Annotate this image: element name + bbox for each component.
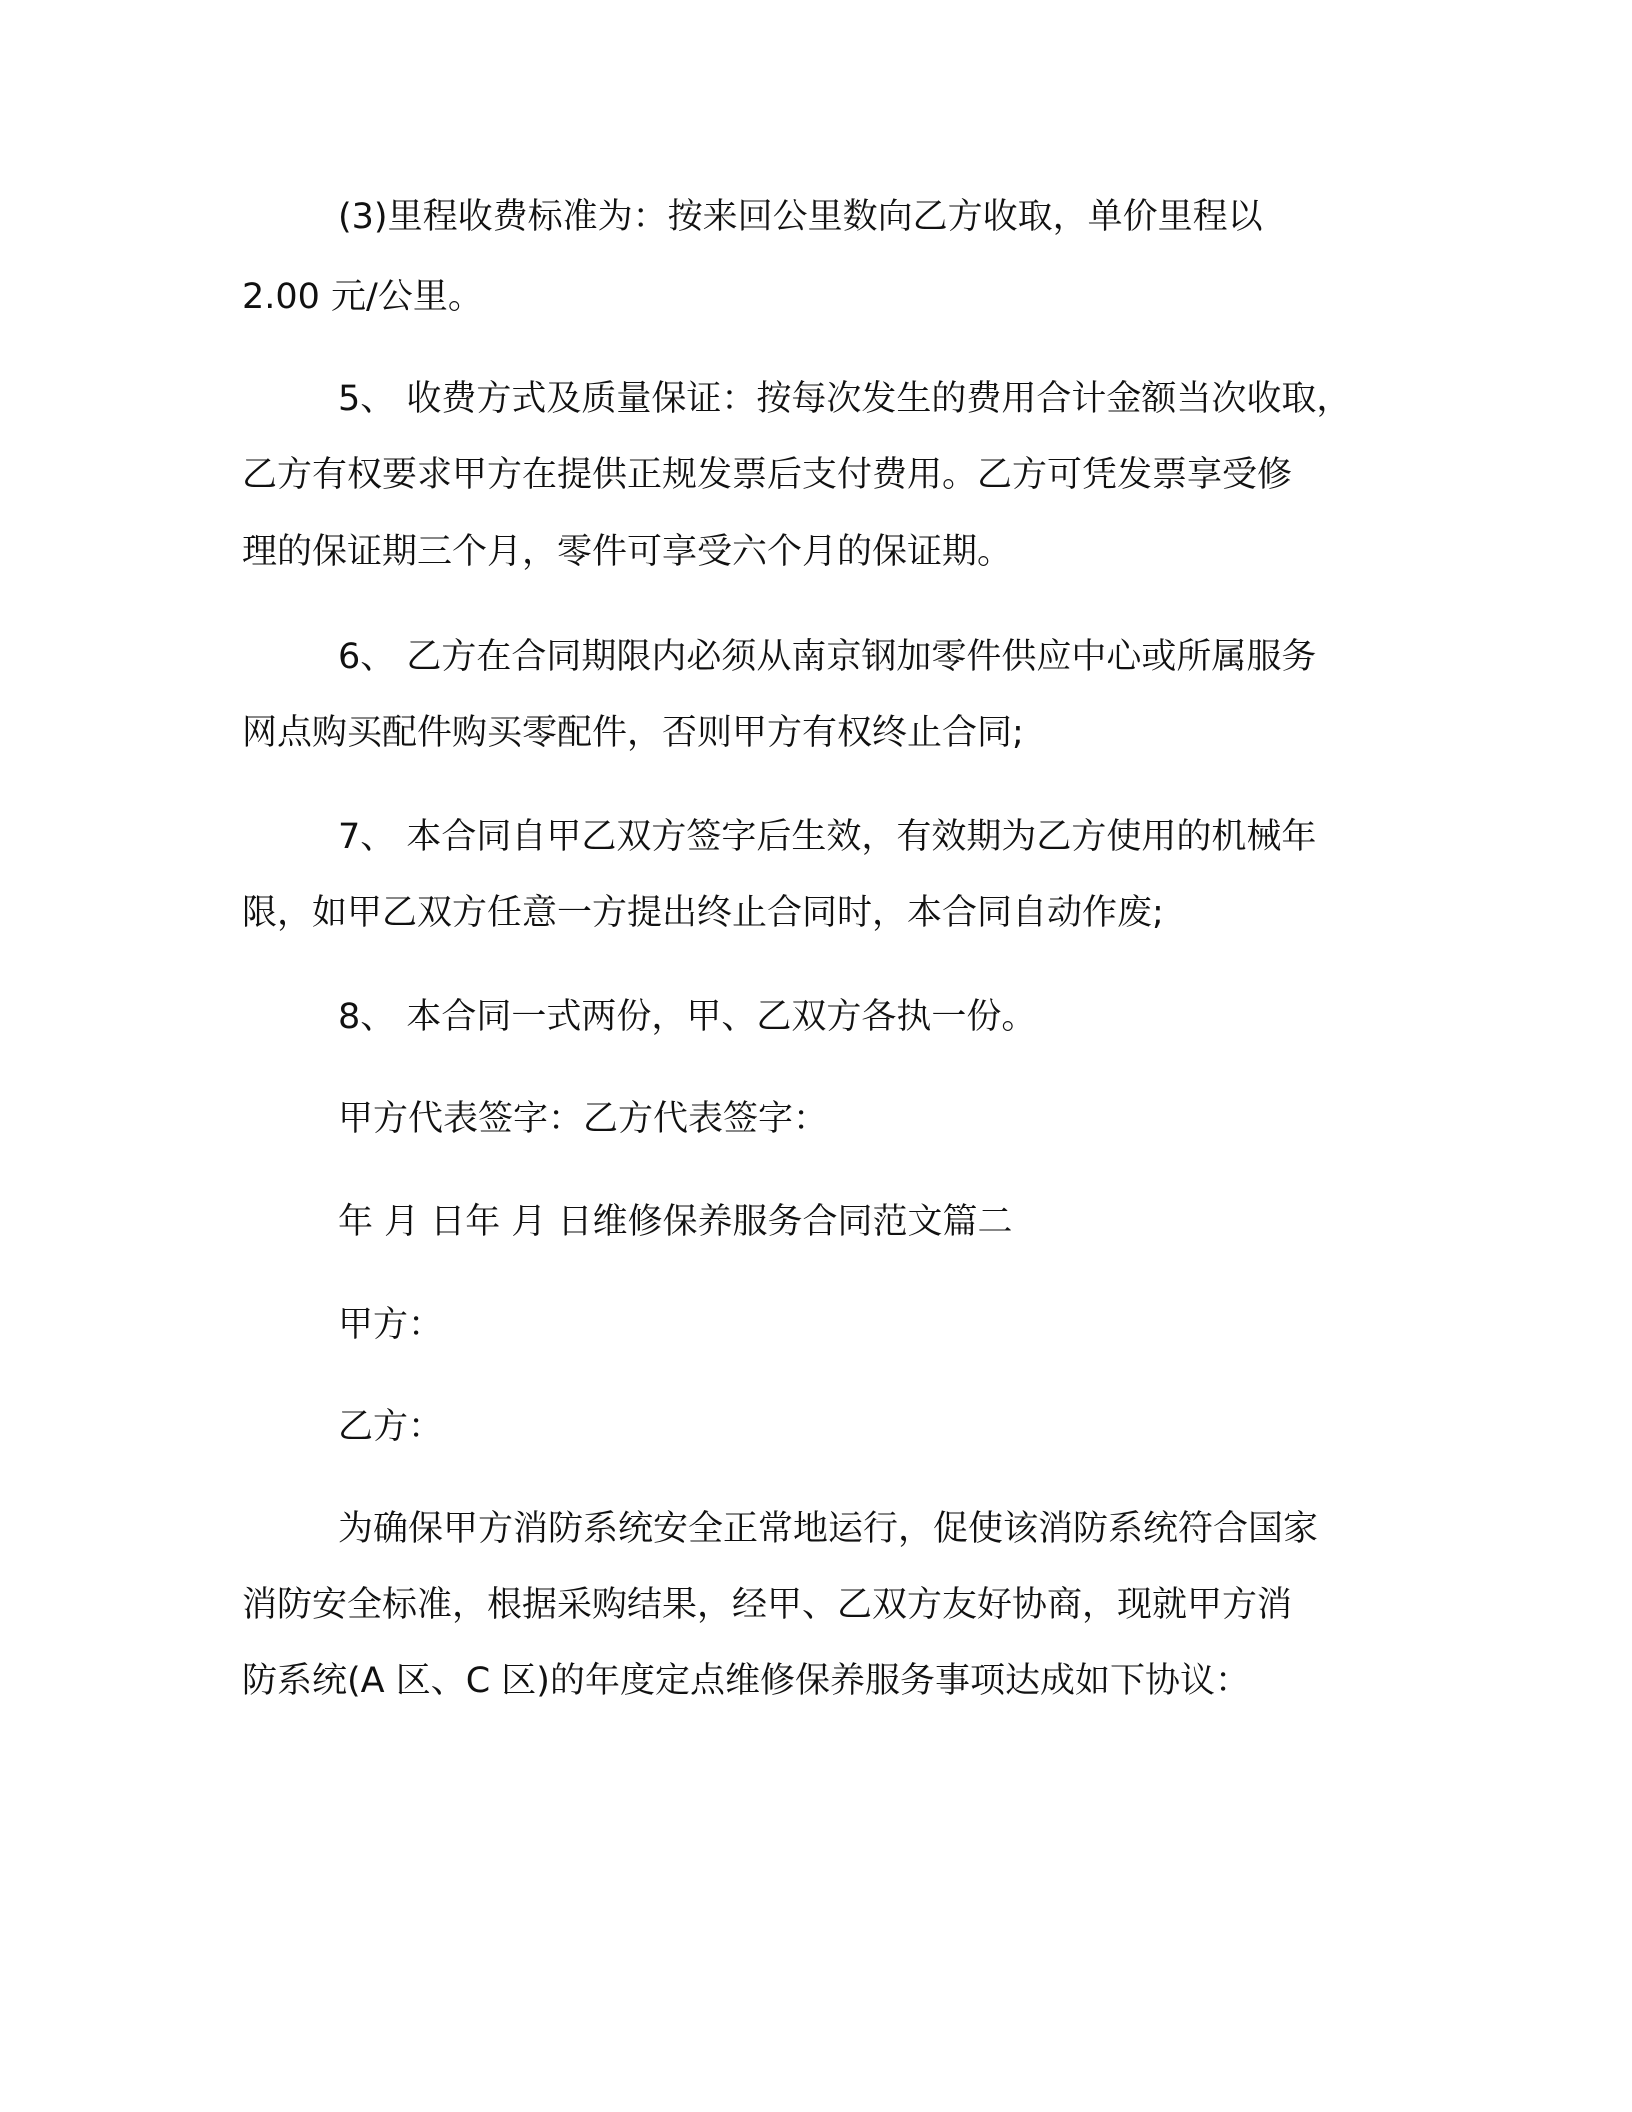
text-line: (3)里程收费标准为：按来回公里数向乙方收取，单价里程以: [338, 197, 1263, 237]
text-line: 5、 收费方式及质量保证：按每次发生的费用合计金额当次收取，: [338, 379, 1352, 419]
date-heading-line: 年 月 日年 月 日维修保养服务合同范文篇二: [338, 1202, 1013, 1242]
text-line: 2.00 元/公里。: [242, 277, 483, 317]
text-line: 为确保甲方消防系统安全正常地运行，促使该消防系统符合国家: [338, 1509, 1319, 1549]
text-line: 限，如甲乙双方任意一方提出终止合同时，本合同自动作废;: [242, 893, 1164, 933]
text-line: 消防安全标准，根据采购结果，经甲、乙双方友好协商，现就甲方消: [242, 1585, 1293, 1625]
text-line: 防系统(A 区、C 区)的年度定点维修保养服务事项达成如下协议：: [242, 1661, 1250, 1701]
party-b-label: 乙方：: [338, 1407, 444, 1447]
text-line: 7、 本合同自甲乙双方签字后生效，有效期为乙方使用的机械年: [338, 817, 1317, 857]
text-line: 6、 乙方在合同期限内必须从南京钢加零件供应中心或所属服务: [338, 637, 1317, 677]
text-line: 理的保证期三个月，零件可享受六个月的保证期。: [242, 532, 1013, 572]
text-line: 网点购买配件购买零配件，否则甲方有权终止合同;: [242, 713, 1024, 753]
text-line: 8、 本合同一式两份，甲、乙双方各执一份。: [338, 997, 1037, 1037]
party-a-label: 甲方：: [338, 1305, 444, 1345]
text-line: 乙方有权要求甲方在提供正规发票后支付费用。乙方可凭发票享受修: [242, 455, 1293, 495]
signature-line: 甲方代表签字：乙方代表签字：: [338, 1099, 829, 1139]
